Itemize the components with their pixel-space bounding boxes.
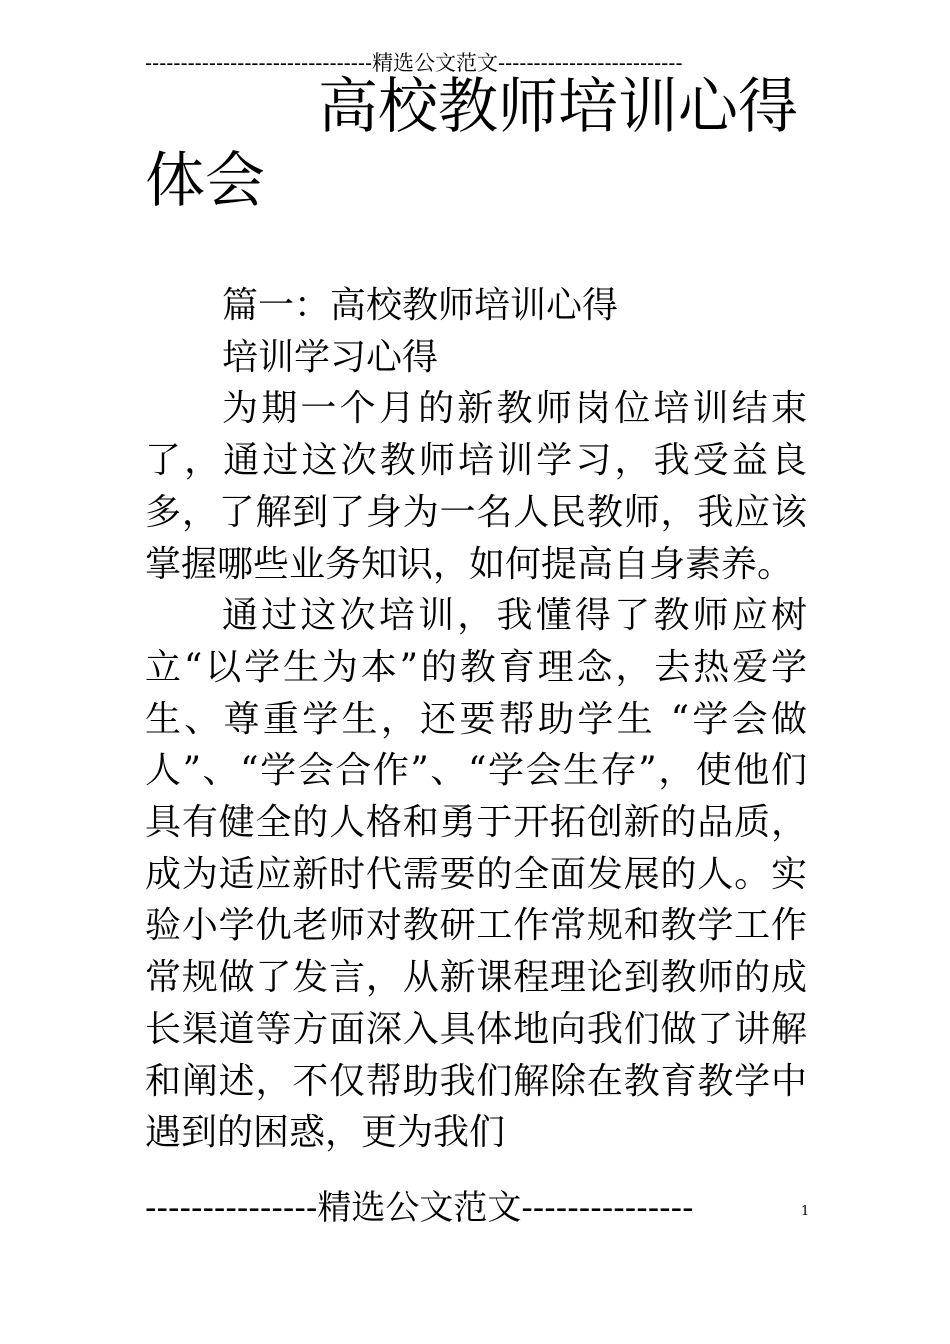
page-header: --------------------------------精选公文范文-------------------------- <box>145 51 683 75</box>
page-number: 1 <box>801 1204 810 1219</box>
section-heading: 篇一：高校教师培训心得 <box>222 285 619 326</box>
body-paragraph: 为期一个月的新教师岗位培训结束了，通过这次教师培训学习，我受益良多，了解到了身为一名人民教师，我应该掌握哪些业务知识，如何提高自身素养。 <box>145 388 807 585</box>
document-title-line-2: 体会 <box>145 146 265 216</box>
document-title-line-1: 高校教师培训心得 <box>318 72 798 142</box>
page-footer: ---------------精选公文范文--------------- <box>145 1188 694 1228</box>
document-title <box>145 72 825 216</box>
subsection-heading: 培训学习心得 <box>222 336 439 378</box>
body-paragraph: 通过这次培训，我懂得了教师应树立“以学生为本”的教育理念，去热爱学生、尊重学生，还要帮助学生 “学会做人”、“学会合作”、“学会生存”，使他们具有健全的人格和勇于开拓创新的品质，成为适应新时代需要的全面发展的人。实验小学仇老师对教研工作常规和教学工作常规做了发言，从新课程理论到教师的成长渠道等方面深入具体地向我们做了讲解和阐述，不仅帮助我们解除在教育教学中遇到的困惑，更为我们 <box>145 595 807 1154</box>
document-body <box>145 280 807 1159</box>
